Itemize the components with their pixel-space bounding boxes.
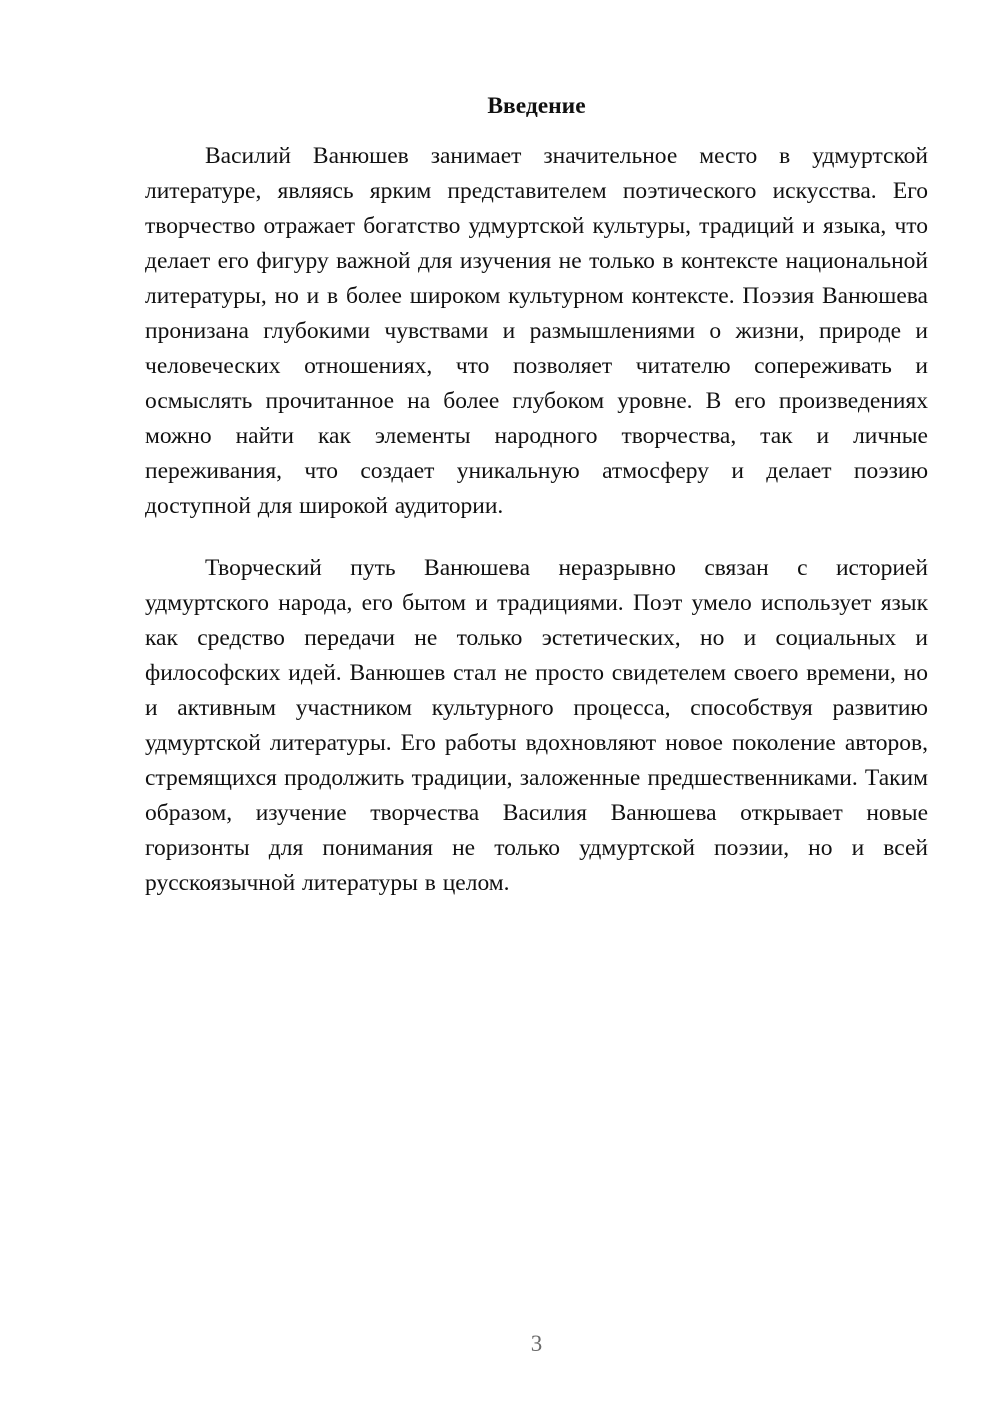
document-body	[145, 89, 928, 928]
paragraph-intro-2: Творческий путь Ванюшева неразрывно связан с историей удмуртского народа, его бытом и традициями. Поэт умело использует язык как средство передачи не только эстетических, но и социальных и философских идей. Ванюшев стал не просто свидетелем своего времени, но и активным участником культурного процесса, способствуя развитию удмуртской литературы. Его работы вдохновляют новое поколение авторов, стремящихся продолжить традиции, заложенные предшественниками. Таким образом, изучение творчества Василия Ванюшева открывает новые горизонты для понимания не только удмуртской поэзии, но и всей русскоязычной литературы в целом.	[145, 555, 928, 896]
paragraph-intro-1: Василий Ванюшев занимает значительное место в удмуртской литературе, являясь ярким представителем поэтического искусства. Его творчество отражает богатство удмуртской культуры, традиций и языка, что делает его фигуру важной для изучения не только в контексте национальной литературы, но и в более широком культурном контексте. Поэзия Ванюшева пронизана глубокими чувствами и размышлениями о жизни, природе и человеческих отношениях, что позволяет читателю сопереживать и осмыслять прочитанное на более глубоком уровне. В его произведениях можно найти как элементы народного творчества, так и личные переживания, что создает уникальную атмосферу и делает поэзию доступной для широкой аудитории.	[145, 143, 928, 519]
section-title: Введение	[487, 93, 586, 119]
page-number: 3	[530, 1331, 543, 1356]
